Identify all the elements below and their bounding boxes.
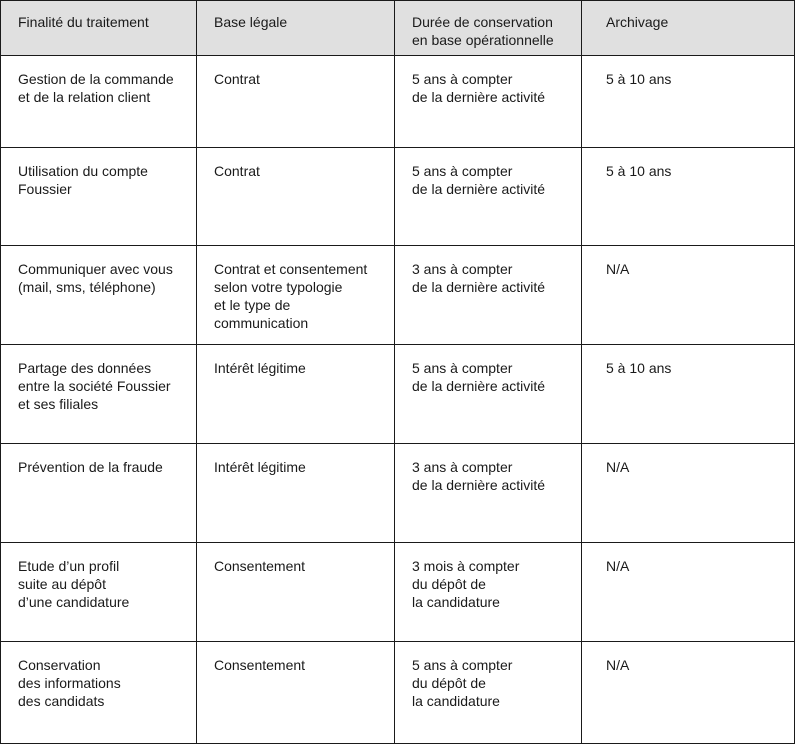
header-archiving: Archivage [582, 1, 795, 56]
cell-retention: 5 ans à compter du dépôt de la candidature [395, 642, 582, 744]
cell-purpose: Conservation des informations des candidats [1, 642, 197, 744]
cell-purpose: Etude d’un profil suite au dépôt d’une candidature [1, 543, 197, 642]
cell-purpose: Gestion de la commande et de la relation client [1, 56, 197, 148]
cell-archiving: N/A [582, 246, 795, 345]
cell-legal-basis: Contrat [197, 148, 395, 246]
cell-retention: 3 ans à compter de la dernière activité [395, 246, 582, 345]
cell-archiving: N/A [582, 543, 795, 642]
table-header-row [1, 1, 795, 56]
cell-archiving: N/A [582, 642, 795, 744]
table-row [1, 148, 795, 246]
cell-retention: 5 ans à compter de la dernière activité [395, 56, 582, 148]
header-purpose: Finalité du traitement [1, 1, 197, 56]
table-row [1, 345, 795, 444]
cell-legal-basis: Contrat et consentement selon votre typologie et le type de communication [197, 246, 395, 345]
table-row [1, 444, 795, 543]
cell-purpose: Utilisation du compte Foussier [1, 148, 197, 246]
cell-legal-basis: Intérêt légitime [197, 345, 395, 444]
cell-legal-basis: Consentement [197, 642, 395, 744]
table-row [1, 246, 795, 345]
cell-archiving: 5 à 10 ans [582, 56, 795, 148]
cell-retention: 5 ans à compter de la dernière activité [395, 148, 582, 246]
cell-retention: 3 ans à compter de la dernière activité [395, 444, 582, 543]
header-legal-basis: Base légale [197, 1, 395, 56]
cell-purpose: Prévention de la fraude [1, 444, 197, 543]
cell-archiving: N/A [582, 444, 795, 543]
cell-purpose: Partage des données entre la société Foussier et ses filiales [1, 345, 197, 444]
table-row [1, 642, 795, 744]
cell-retention: 5 ans à compter de la dernière activité [395, 345, 582, 444]
cell-archiving: 5 à 10 ans [582, 345, 795, 444]
cell-retention: 3 mois à compter du dépôt de la candidature [395, 543, 582, 642]
table-row [1, 543, 795, 642]
cell-archiving: 5 à 10 ans [582, 148, 795, 246]
cell-legal-basis: Consentement [197, 543, 395, 642]
header-retention: Durée de conservation en base opérationnelle [395, 1, 582, 56]
cell-legal-basis: Intérêt légitime [197, 444, 395, 543]
cell-purpose: Communiquer avec vous (mail, sms, téléphone) [1, 246, 197, 345]
table-row [1, 56, 795, 148]
cell-legal-basis: Contrat [197, 56, 395, 148]
